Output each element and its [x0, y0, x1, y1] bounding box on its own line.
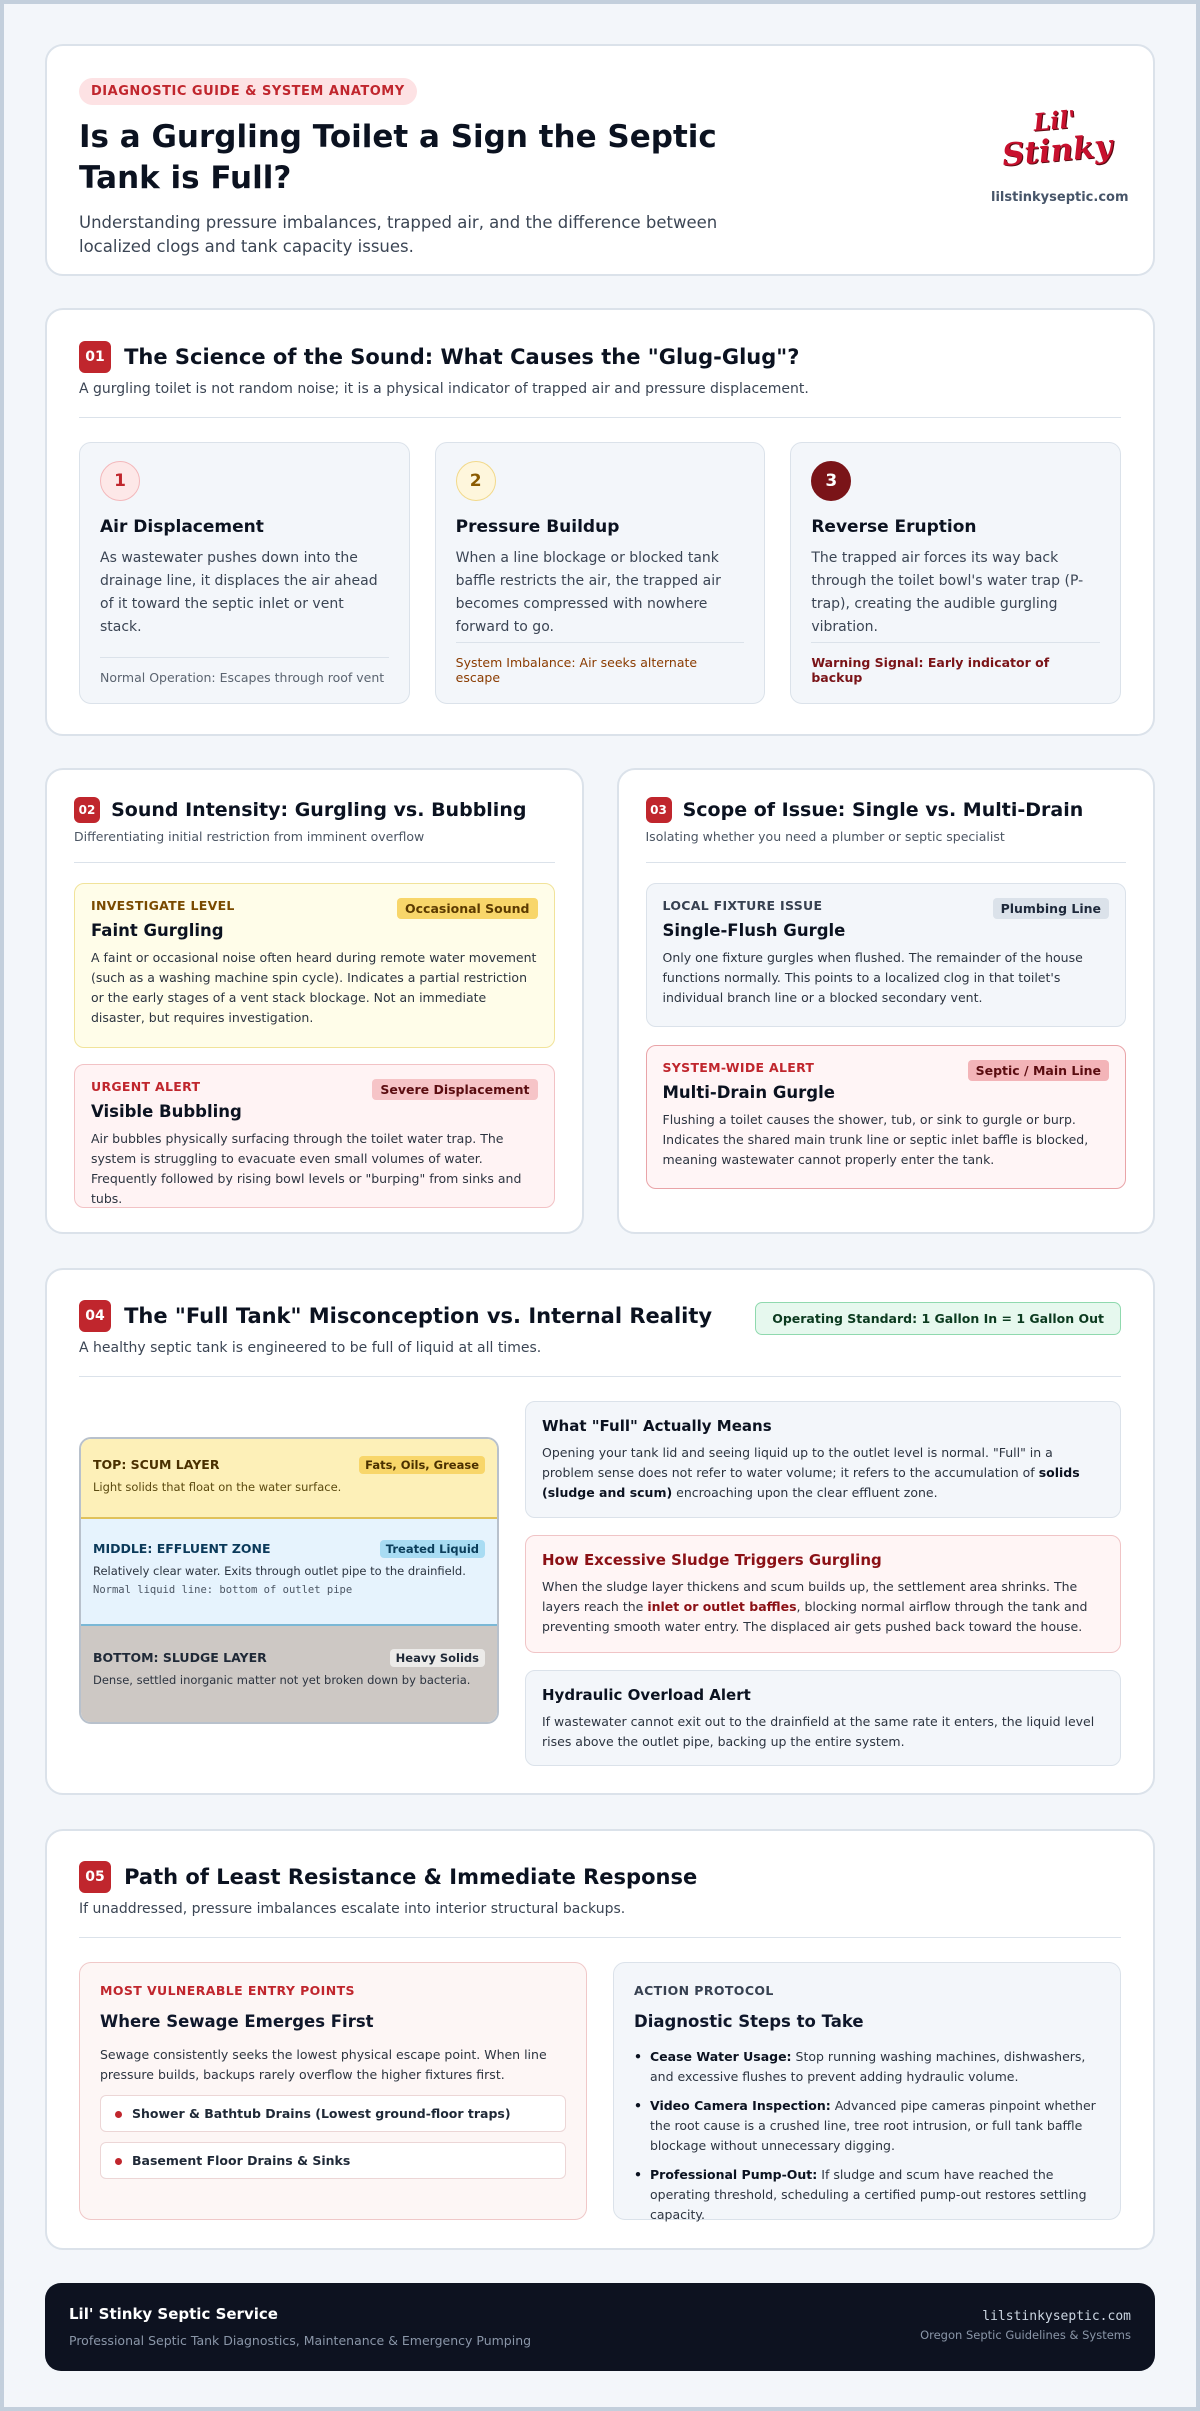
- card-body: Only one fixture gurgles when flushed. The remainder of the house functions normally. This points to a localized clog in that toilet's individual branch line or a blocked secondary vent.: [662, 950, 1083, 1005]
- step-card-reverse-eruption: [790, 442, 1121, 704]
- list-item: • Professional Pump-Out: If sludge and scum have reached the operating threshold, scheduling a certified pump-out restores settling capacity.: [634, 2165, 1100, 2225]
- alert-level: SYSTEM-WIDE ALERT: [662, 1060, 815, 1075]
- card-title: Diagnostic Steps to Take: [634, 2012, 864, 2031]
- page-subtitle: Understanding pressure imbalances, trapped air, and the difference between localized clogs and tank capacity issues.: [79, 213, 718, 256]
- step-body: When a line blockage or blocked tank baffle restricts the air, the trapped air becomes compressed with nowhere forward to go.: [455, 550, 721, 635]
- card-body: Opening your tank lid and seeing liquid up to the outlet level is normal. "Full" in a problem sense does not refer to water volume; it refers to the accumulation of solids (sludge and scum) encroaching upon the clear effluent zone.: [542, 1445, 1080, 1500]
- card-body: Flushing a toilet causes the shower, tub, or sink to gurgle or burp. Indicates the shared main trunk line or septic inlet baffle is blocked, meaning wastewater cannot properly enter the tank.: [662, 1112, 1089, 1167]
- section-scope: [617, 768, 1156, 1234]
- section-title: The "Full Tank" Misconception vs. Internal Reality: [124, 1304, 713, 1328]
- section-intensity: [45, 768, 584, 1234]
- list-item: • Video Camera Inspection: Advanced pipe cameras pinpoint whether the root cause is a crushed line, tree root intrusion, or full tank baffle blockage without unnecessary digging.: [634, 2096, 1100, 2156]
- logo-wordmark: Lil' Stinky: [1000, 104, 1114, 174]
- card-body: A faint or occasional noise often heard during remote water movement (such as a washing machine spin cycle). Indicates a partial restriction or the early stages of a vent stack blockage. Not an immediate disaster, but requires investigation.: [91, 950, 537, 1025]
- step-number: 1: [100, 461, 140, 501]
- card-body: Air bubbles physically surfacing through the toilet water trap. The system is struggling to evacuate even small volumes of water. Frequently followed by rising bowl levels or "burping" from sinks and tubs.: [91, 1131, 522, 1206]
- card-title: Visible Bubbling: [91, 1102, 242, 1121]
- card-body: If wastewater cannot exit out to the drainfield at the same rate it enters, the liquid level rises above the outlet pipe, backing up the entire system.: [542, 1714, 1095, 1749]
- section-subtitle: A gurgling toilet is not random noise; it is a physical indicator of trapped air and pressure displacement.: [79, 381, 809, 397]
- kicker-badge: DIAGNOSTIC GUIDE & SYSTEM ANATOMY: [79, 78, 417, 105]
- step-body: The trapped air forces its way back through the toilet bowl's water trap (P-trap), creating the audible gurgling vibration.: [811, 550, 1084, 635]
- section-subtitle: If unaddressed, pressure imbalances escalate into interior structural backups.: [79, 1901, 626, 1917]
- layer-name: MIDDLE: EFFLUENT ZONE: [93, 1541, 271, 1556]
- step-number: 2: [456, 461, 496, 501]
- section-title: Sound Intensity: Gurgling vs. Bubbling: [111, 799, 527, 821]
- divider: [79, 1937, 1121, 1938]
- faint-gurgling-card: [74, 883, 555, 1048]
- divider: [79, 417, 1121, 418]
- visible-bubbling-card: [74, 1064, 555, 1208]
- card-title: Single-Flush Gurgle: [662, 921, 846, 940]
- layer-tag: Fats, Oils, Grease: [359, 1456, 485, 1474]
- layer-desc: Light solids that float on the water surface.: [93, 1480, 342, 1494]
- layer-name: TOP: SCUM LAYER: [93, 1457, 220, 1472]
- card-title: Hydraulic Overload Alert: [542, 1686, 751, 1704]
- card-title: Where Sewage Emerges First: [100, 2012, 374, 2031]
- entry-point-item: Basement Floor Drains & Sinks: [100, 2142, 566, 2179]
- step-title: Pressure Buildup: [455, 517, 620, 537]
- card-body: When the sludge layer thickens and scum builds up, the settlement area shrinks. The layers reach the inlet or outlet baffles, blocking normal airflow through the tank and preventing smooth water entry. The displaced air gets pushed back toward the house.: [542, 1579, 1088, 1634]
- tank-diagram: [79, 1437, 499, 1724]
- step-body: As wastewater pushes down into the drainage line, it displaces the air ahead of it toward the septic inlet or vent stack.: [100, 550, 378, 635]
- step-title: Air Displacement: [100, 517, 264, 537]
- layer-name: BOTTOM: SLUDGE LAYER: [93, 1650, 267, 1665]
- status-badge: Plumbing Line: [993, 898, 1109, 919]
- list-item: • Cease Water Usage: Stop running washing machines, dishwashers, and excessive flushes to prevent adding hydraulic volume.: [634, 2047, 1100, 2087]
- footer-description: Professional Septic Tank Diagnostics, Maintenance & Emergency Pumping: [69, 2333, 532, 2348]
- card-label: MOST VULNERABLE ENTRY POINTS: [100, 1983, 355, 1998]
- effluent-layer: [81, 1519, 497, 1626]
- card-label: ACTION PROTOCOL: [634, 1983, 774, 1998]
- layer-tag: Heavy Solids: [390, 1649, 485, 1667]
- section-number: 04: [79, 1300, 111, 1332]
- alert-level: INVESTIGATE LEVEL: [91, 898, 235, 913]
- step-number: 3: [811, 461, 851, 501]
- step-footer: Normal Operation: Escapes through roof vent: [100, 657, 389, 685]
- sludge-gurgling-card: [525, 1535, 1121, 1653]
- section-number: 02: [74, 797, 100, 823]
- full-meaning-card: [525, 1401, 1121, 1518]
- action-steps-list: [634, 2047, 1100, 2225]
- card-body: Sewage consistently seeks the lowest physical escape point. When line pressure builds, backups rarely overflow the higher fixtures first.: [100, 2047, 547, 2082]
- sludge-layer: [81, 1626, 497, 1722]
- alert-level: URGENT ALERT: [91, 1079, 201, 1094]
- step-footer: Warning Signal: Early indicator of backup: [811, 642, 1100, 685]
- header-url[interactable]: lilstinkyseptic.com: [991, 190, 1129, 205]
- footer-url-link[interactable]: lilstinkyseptic.com: [982, 2309, 1131, 2324]
- divider: [74, 862, 555, 863]
- entry-point-item: Shower & Bathtub Drains (Lowest ground-floor traps): [100, 2095, 566, 2132]
- step-card-pressure-buildup: [435, 442, 766, 704]
- alert-level: LOCAL FIXTURE ISSUE: [662, 898, 823, 913]
- card-title: Multi-Drain Gurgle: [662, 1083, 835, 1102]
- liquid-line-note: Normal liquid line: bottom of outlet pipe: [93, 1584, 353, 1596]
- section-number: 01: [79, 341, 111, 373]
- section-science: [45, 308, 1155, 736]
- step-card-air-displacement: [79, 442, 410, 704]
- single-flush-card: [646, 883, 1127, 1027]
- status-badge: Severe Displacement: [372, 1079, 537, 1100]
- action-protocol-card: [613, 1962, 1121, 2220]
- step-footer: System Imbalance: Air seeks alternate escape: [456, 642, 745, 685]
- layer-desc: Dense, settled inorganic matter not yet broken down by bacteria.: [93, 1673, 471, 1687]
- card-title: Faint Gurgling: [91, 921, 224, 940]
- section-title: The Science of the Sound: What Causes the "Glug-Glug"?: [124, 345, 800, 369]
- status-badge: Septic / Main Line: [968, 1060, 1109, 1081]
- section-response: [45, 1829, 1155, 2250]
- entry-points-card: [79, 1962, 587, 2220]
- header-card: [45, 44, 1155, 276]
- card-title: What "Full" Actually Means: [542, 1417, 772, 1435]
- section-title: Path of Least Resistance & Immediate Response: [124, 1865, 698, 1889]
- footer: [45, 2283, 1155, 2371]
- footer-guidelines: Oregon Septic Guidelines & Systems: [920, 2328, 1131, 2342]
- section-subtitle: Differentiating initial restriction from imminent overflow: [74, 829, 425, 844]
- card-title: How Excessive Sludge Triggers Gurgling: [542, 1551, 882, 1569]
- section-title: Scope of Issue: Single vs. Multi-Drain: [682, 799, 1084, 821]
- layer-desc: Relatively clear water. Exits through outlet pipe to the drainfield.: [93, 1564, 466, 1578]
- layer-tag: Treated Liquid: [380, 1540, 485, 1558]
- scum-layer: [81, 1439, 497, 1519]
- bullet-dot-icon: [115, 2111, 122, 2118]
- multi-drain-card: [646, 1045, 1127, 1189]
- status-badge: Occasional Sound: [397, 898, 538, 919]
- section-subtitle: A healthy septic tank is engineered to be full of liquid at all times.: [79, 1340, 542, 1356]
- brand-logo[interactable]: [991, 104, 1129, 205]
- section-number: 03: [646, 797, 672, 823]
- divider: [79, 1376, 1121, 1377]
- footer-company-name: Lil' Stinky Septic Service: [69, 2305, 278, 2323]
- page-title: Is a Gurgling Toilet a Sign the Septic Tank is Full?: [79, 119, 717, 196]
- section-number: 05: [79, 1861, 111, 1893]
- section-full-tank: [45, 1268, 1155, 1795]
- bullet-dot-icon: [115, 2158, 122, 2165]
- step-title: Reverse Eruption: [811, 517, 977, 537]
- operating-standard-badge: Operating Standard: 1 Gallon In = 1 Gallon Out: [755, 1302, 1121, 1335]
- divider: [646, 862, 1127, 863]
- section-subtitle: Isolating whether you need a plumber or septic specialist: [645, 829, 1005, 844]
- hydraulic-overload-card: [525, 1670, 1121, 1766]
